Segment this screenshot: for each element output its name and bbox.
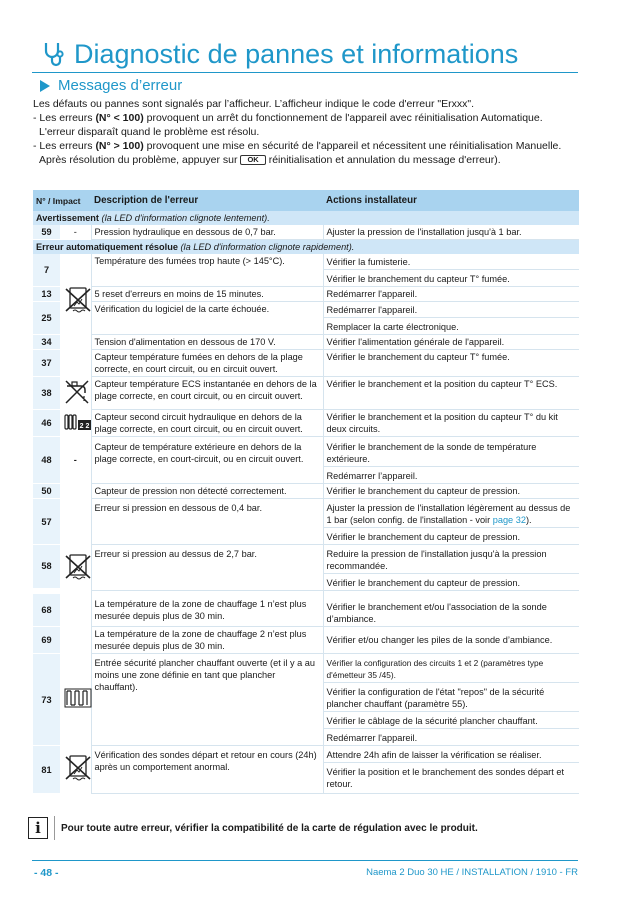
error-num: 68	[33, 591, 60, 627]
title-text: Diagnostic de pannes et informations	[74, 39, 519, 69]
error-action: Redémarrer l'appareil.	[323, 287, 579, 302]
error-desc: La température de la zone de chauffage 2 n’est plus mesurée depuis plus de 30 min.	[91, 627, 323, 654]
error-desc: Capteur température ECS instantanée en dehors de la plage correcte, en court circuit, ou en circuit ouvert.	[91, 377, 323, 410]
page-title	[40, 38, 600, 70]
impact: -	[73, 455, 77, 465]
error-num: 25	[33, 302, 60, 335]
error-action: Vérifier l'alimentation générale de l'appareil.	[323, 335, 579, 350]
error-desc: Capteur de température extérieure en dehors de la plage correcte, en court-circuit, ou en circuit ouvert.	[91, 437, 323, 484]
error-action: Vérifier et/ou changer les piles de la sonde d’ambiance.	[323, 627, 579, 654]
action-text: Ajuster la pression de l'installation légèrement au dessus de 1 bar (selon config. de l'installation - voir	[326, 503, 571, 525]
error-action: Vérifier le branchement du capteur de pression.	[323, 528, 579, 545]
error-action: Vérifier le branchement du capteur T° fumée.	[323, 350, 579, 377]
table-row	[33, 437, 579, 467]
intro-bullet-2-post: provoquent une mise en sécurité de l'appareil et nécessitent une réinitialisation Manuelle.	[143, 140, 562, 152]
intro-bullet-2-pre: - Les erreurs	[33, 140, 96, 152]
intro-bullet-1	[33, 112, 579, 125]
table-row	[33, 484, 579, 499]
error-num: 57	[33, 499, 60, 545]
error-action: Remplacer la carte électronique.	[323, 318, 579, 335]
radiator-icon-badge: 2 2	[79, 422, 90, 430]
stethoscope-icon	[40, 40, 68, 68]
error-table	[33, 190, 579, 794]
error-action: Vérifier la configuration des circuits 1 et 2 (paramètres type d'émetteur 35 /45).	[323, 654, 579, 683]
intro-bullet-2-bold: (N° > 100)	[95, 140, 144, 152]
table-row	[33, 335, 579, 350]
info-icon: i	[28, 817, 48, 839]
intro-bullet-2-line2	[33, 154, 579, 167]
error-action: Vérifier le branchement et/ou l'association de la sonde d’ambiance.	[323, 591, 579, 627]
error-action: Vérifier le branchement du capteur T° fumée.	[323, 270, 579, 287]
band-auto-title: Erreur automatiquement résolue	[36, 242, 178, 252]
action-text: ).	[525, 515, 532, 525]
band-warning-note: (la LED d'information clignote lentement).	[101, 213, 270, 223]
impact-icon-cell	[60, 254, 91, 350]
page-number: - 48 -	[34, 867, 59, 879]
table-row	[33, 591, 579, 627]
ok-button-glyph: OK	[240, 155, 265, 165]
impact-icon-cell	[60, 350, 91, 377]
info-note-text: Pour toute autre erreur, vérifier la compatibilité de la carte de régulation avec le produit.	[61, 822, 478, 834]
error-desc: Capteur second circuit hydraulique en dehors de la plage correcte, en court circuit, ou en circuit ouvert.	[91, 410, 323, 437]
intro-text	[33, 98, 579, 168]
impact-icon-cell	[60, 746, 91, 794]
error-action: Vérifier le branchement du capteur de pression.	[323, 574, 579, 591]
error-action: Vérifier la position et le branchement des sondes départ et retour.	[323, 763, 579, 794]
impact-icon-cell	[60, 410, 91, 437]
error-action: Ajuster la pression de l'installation jusqu'à 1 bar.	[323, 225, 579, 240]
header-num: N° / Impact	[33, 190, 91, 211]
section-title	[40, 76, 182, 96]
error-num: 58	[33, 545, 60, 591]
error-desc: Vérification du logiciel de la carte échouée.	[91, 302, 323, 335]
error-num: 73	[33, 654, 60, 746]
boiler-off-icon	[63, 753, 93, 783]
band-auto-note: (la LED d'information clignote rapidement).	[180, 242, 355, 252]
error-num: 34	[33, 335, 60, 350]
table-row	[33, 287, 579, 302]
error-action: Redémarrer l’appareil.	[323, 467, 579, 484]
table-row	[33, 254, 579, 270]
impact: -	[73, 227, 77, 238]
intro-bullet-1-pre: - Les erreurs	[33, 112, 96, 124]
error-desc: Entrée sécurité plancher chauffant ouverte (et il y a au moins une zone définie en tant que plancher chauffant).	[91, 654, 323, 746]
error-num: 38	[33, 377, 60, 410]
intro-bullet-2-line2-post: réinitialisation et annulation du message d'erreur).	[268, 154, 501, 166]
intro-bullet-2	[33, 140, 579, 153]
error-num: 7	[33, 254, 60, 287]
error-action: Redémarrer l'appareil.	[323, 302, 579, 318]
impact-icon-cell	[60, 654, 91, 746]
table-row	[33, 225, 579, 240]
error-action: Vérifier le branchement de la sonde de température extérieure.	[323, 437, 579, 467]
table-row	[33, 302, 579, 318]
intro-bullet-1-line2: L'erreur disparaît quand le problème est résolu.	[39, 126, 260, 138]
error-action: Vérifier la fumisterie.	[323, 254, 579, 270]
error-num: 50	[33, 484, 60, 499]
error-action	[323, 499, 579, 528]
error-num: 81	[33, 746, 60, 794]
triangle-bullet-icon	[40, 80, 50, 92]
faucet-off-icon	[63, 378, 91, 406]
table-row	[33, 377, 579, 410]
header-actions: Actions installateur	[323, 190, 579, 211]
table-row	[33, 350, 579, 377]
header-desc: Description de l'erreur	[91, 190, 323, 211]
error-action: Attendre 24h afin de laisser la vérification se réaliser.	[323, 746, 579, 763]
impact-icon-cell	[60, 377, 91, 410]
error-action: Vérifier le branchement et la position du capteur T° du kit deux circuits.	[323, 410, 579, 437]
table-row	[33, 499, 579, 528]
error-num: 46	[33, 410, 60, 437]
footer-rule	[32, 860, 578, 861]
band-warning-title: Avertissement	[36, 213, 99, 223]
error-num: 13	[33, 287, 60, 302]
error-action: Vérifier la configuration de l'état "repos" de la sécurité plancher chauffant (paramètre 55).	[323, 683, 579, 712]
info-note	[28, 816, 478, 840]
band-warning	[33, 211, 579, 225]
boiler-off-icon	[63, 285, 93, 315]
error-num: 37	[33, 350, 60, 377]
error-desc: Capteur température fumées en dehors de la plage correcte, en court circuit, ou en circuit ouvert.	[91, 350, 323, 377]
error-desc: Vérification des sondes départ et retour en cours (24h) après un comportement anormal.	[91, 746, 323, 794]
footer-doc-ref: Naema 2 Duo 30 HE / INSTALLATION / 1910 - FR	[366, 867, 578, 878]
floor-heating-icon	[63, 687, 93, 709]
impact-icon-cell	[60, 484, 91, 654]
error-desc: Pression hydraulique en dessous de 0,7 bar.	[91, 225, 323, 240]
intro-bullet-1-bold: (N° < 100)	[95, 112, 144, 124]
error-desc: 5 reset d'erreurs en moins de 15 minutes.	[91, 287, 323, 302]
intro-bullet-1-post: provoquent un arrêt du fonctionnement de l'appareil avec réinitialisation Automatique.	[143, 112, 543, 124]
error-action: Redémarrer l'appareil.	[323, 729, 579, 746]
error-desc: La température de la zone de chauffage 1 n’est plus mesurée depuis plus de 30 min.	[91, 591, 323, 627]
table-row	[33, 654, 579, 683]
error-num: 59	[33, 225, 60, 240]
section-title-text: Messages d’erreur	[58, 77, 183, 94]
error-action: Vérifier le branchement et la position du capteur T° ECS.	[323, 377, 579, 410]
error-num: 48	[33, 437, 60, 484]
error-action: Vérifier le câblage de la sécurité plancher chauffant.	[323, 712, 579, 729]
info-divider	[54, 816, 55, 840]
table-row	[33, 627, 579, 654]
boiler-off-icon	[63, 552, 93, 582]
error-desc: Erreur si pression en dessous de 0,4 bar.	[91, 499, 323, 545]
error-action: Reduire la pression de l'installation jusqu'à la pression recommandée.	[323, 545, 579, 574]
table-row	[33, 746, 579, 763]
error-num: 69	[33, 627, 60, 654]
band-auto	[33, 240, 579, 255]
intro-line: Les défauts ou pannes sont signalés par l’afficheur. L’afficheur indique le code d'erreur "Erxxx".	[33, 98, 475, 110]
title-rule	[32, 72, 578, 73]
page-link[interactable]: page 32	[492, 515, 526, 525]
radiator-icon	[63, 412, 93, 432]
error-desc: Tension d'alimentation en dessous de 170 V.	[91, 335, 323, 350]
error-desc: Température des fumées trop haute (> 145°C).	[91, 254, 323, 287]
intro-bullet-2-line2-pre: Après résolution du problème, appuyer sur	[39, 154, 238, 166]
error-action: Vérifier le branchement du capteur de pression.	[323, 484, 579, 499]
error-desc: Capteur de pression non détecté correctement.	[91, 484, 323, 499]
table-row	[33, 545, 579, 574]
table-row	[33, 410, 579, 437]
error-desc: Erreur si pression au dessus de 2,7 bar.	[91, 545, 323, 591]
